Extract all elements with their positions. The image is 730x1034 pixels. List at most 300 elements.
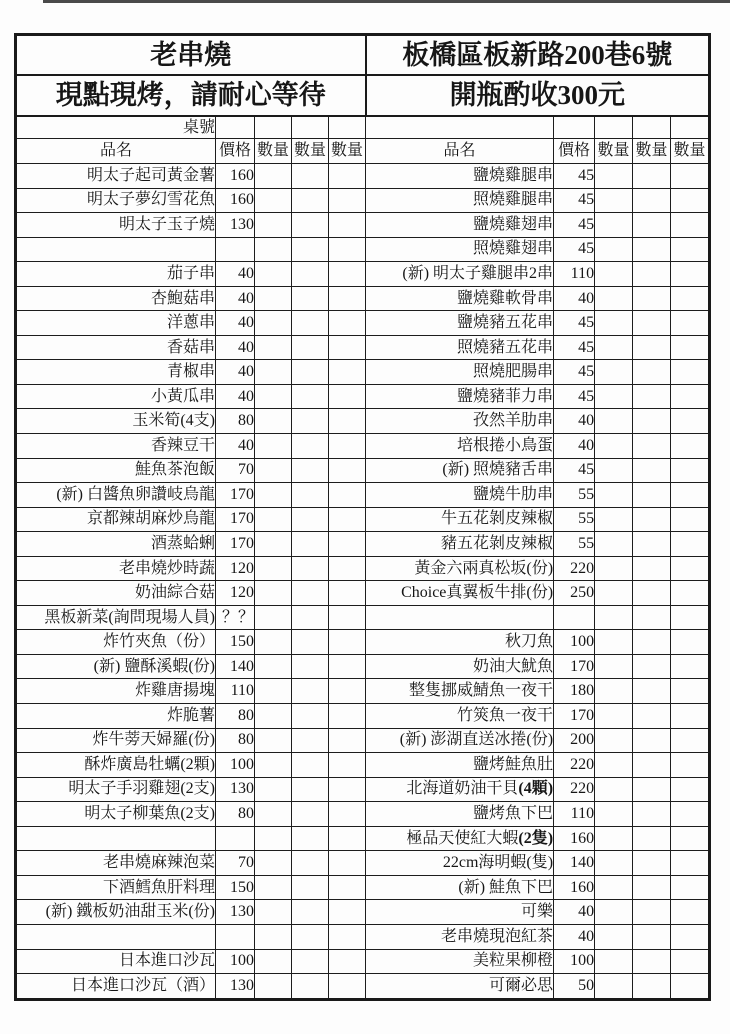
- right-qty-write-in-cell: [671, 826, 710, 851]
- left-qty-write-in-cell: [255, 605, 292, 630]
- item-name: 整隻挪威鯖魚一夜干: [409, 682, 554, 700]
- right-qty-write-in-cell: [633, 777, 671, 802]
- item-name: 鹽燒雞軟骨串: [457, 289, 554, 307]
- right-qty-write-in-cell: [633, 188, 671, 213]
- right-qty-write-in-cell: [633, 434, 671, 459]
- left-qty-write-in-cell: [255, 826, 292, 851]
- right-item-name-cell: [366, 458, 554, 483]
- right-item-name-cell: [366, 213, 554, 238]
- item-name: 炸牛蒡天婦羅(份): [92, 731, 215, 749]
- subtitle-row: [16, 75, 710, 116]
- right-item-name-cell: [366, 777, 554, 802]
- right-price-cell: 45: [554, 311, 595, 336]
- left-qty-write-in-cell: [255, 532, 292, 557]
- item-name: (新) 白醬魚卵讚岐烏龍: [56, 485, 215, 503]
- left-qty-write-in-cell: [329, 851, 366, 876]
- item-name: 老串燒麻辣泡菜: [102, 854, 215, 872]
- left-qty-write-in-cell: [329, 630, 366, 655]
- left-qty-write-in-cell: [292, 360, 329, 385]
- left-qty-write-in-cell: [292, 581, 329, 606]
- menu-row: [16, 434, 710, 459]
- right-price-cell: 200: [554, 728, 595, 753]
- menu-row: [16, 164, 710, 189]
- item-name: 照燒肥腸串: [473, 363, 554, 381]
- left-price-cell: 40: [216, 335, 255, 360]
- right-qty-write-in-cell: [633, 654, 671, 679]
- right-item-name-cell: [366, 704, 554, 729]
- left-qty-write-in-cell: [292, 728, 329, 753]
- right-price-cell: [554, 605, 595, 630]
- item-name: 北海道奶油干貝: [406, 780, 519, 798]
- right-qty-write-in-cell: [595, 605, 633, 630]
- item-name: 小黃瓜串: [150, 387, 215, 405]
- item-name: (新) 澎湖直送冰捲(份): [399, 731, 554, 749]
- left-item-name-cell: [16, 286, 216, 311]
- right-qty-write-in-cell: [595, 384, 633, 409]
- menu-row: [16, 679, 710, 704]
- right-item-name-cell: [366, 949, 554, 974]
- right-price-cell: 220: [554, 753, 595, 778]
- left-qty-write-in-cell: [255, 286, 292, 311]
- left-qty-write-in-cell: [292, 826, 329, 851]
- left-qty-write-in-cell: [292, 483, 329, 508]
- left-qty-write-in-cell: [329, 335, 366, 360]
- left-qty-write-in-cell: [329, 164, 366, 189]
- item-name: 青椒串: [166, 363, 215, 381]
- left-qty-write-in-cell: [329, 826, 366, 851]
- right-price-cell: 250: [554, 581, 595, 606]
- left-qty-write-in-cell: [292, 532, 329, 557]
- left-qty-write-in-cell: [292, 924, 329, 949]
- menu-row: [16, 753, 710, 778]
- right-item-name-cell: [366, 507, 554, 532]
- right-price-cell: 55: [554, 483, 595, 508]
- right-price-cell: 45: [554, 335, 595, 360]
- right-qty-write-in-cell: [671, 237, 710, 262]
- left-qty-write-in-cell: [255, 581, 292, 606]
- item-name: 豬五花剝皮辣椒: [441, 534, 554, 552]
- left-qty-write-in-cell: [329, 409, 366, 434]
- item-name: 炸脆薯: [166, 706, 215, 724]
- right-item-name-cell: [366, 826, 554, 851]
- left-qty-write-in-cell: [255, 507, 292, 532]
- item-name: 明太子夢幻雪花魚: [86, 191, 215, 209]
- item-name: 鹽燒雞腿串: [473, 166, 554, 184]
- right-item-name-cell: [366, 900, 554, 925]
- right-price-cell: 220: [554, 777, 595, 802]
- item-name: 明太子玉子燒: [118, 215, 215, 233]
- right-qty-write-in-cell: [671, 581, 710, 606]
- left-qty-write-in-cell: [292, 875, 329, 900]
- item-name: 鹽燒牛肋串: [473, 485, 554, 503]
- left-price-cell: [216, 924, 255, 949]
- left-qty-write-in-cell: [329, 728, 366, 753]
- left-qty-write-in-cell: [255, 974, 292, 1000]
- right-qty-write-in-cell: [671, 532, 710, 557]
- right-price-cell: 40: [554, 924, 595, 949]
- right-qty-write-in-cell: [633, 728, 671, 753]
- item-name-bold-part: (2隻): [518, 829, 554, 847]
- left-qty-write-in-cell: [255, 384, 292, 409]
- left-qty-write-in-cell: [329, 434, 366, 459]
- item-name: 22cm海明蝦(隻): [442, 854, 554, 872]
- right-qty-write-in-cell: [633, 556, 671, 581]
- right-item-name-cell: [366, 875, 554, 900]
- menu-rows-body: [16, 164, 710, 1000]
- right-qty-write-in-cell: [671, 875, 710, 900]
- scan-artifact-line: [43, 0, 730, 3]
- right-qty-write-in-cell: [633, 532, 671, 557]
- right-qty-write-in-cell: [595, 900, 633, 925]
- item-name: 可爾必思: [489, 976, 554, 994]
- right-qty-write-in-cell: [671, 974, 710, 1000]
- right-qty-write-in-cell: [633, 704, 671, 729]
- left-qty-write-in-cell: [329, 753, 366, 778]
- right-item-name-cell: [366, 483, 554, 508]
- right-price-cell: 110: [554, 262, 595, 287]
- left-price-cell: 170: [216, 532, 255, 557]
- left-qty-write-in-cell: [329, 237, 366, 262]
- column-header-qty: 數量: [292, 139, 329, 164]
- item-name: 鹽烤鮭魚肚: [473, 755, 554, 773]
- left-item-name-cell: [16, 556, 216, 581]
- menu-row: [16, 924, 710, 949]
- right-qty-write-in-cell: [671, 630, 710, 655]
- left-item-name-cell: [16, 679, 216, 704]
- left-qty-write-in-cell: [255, 556, 292, 581]
- right-qty-write-in-cell: [633, 851, 671, 876]
- right-qty-write-in-cell: [633, 753, 671, 778]
- right-qty-write-in-cell: [633, 630, 671, 655]
- item-name: 照燒雞翅串: [473, 240, 554, 258]
- item-name: 酒蒸蛤蜊: [150, 534, 215, 552]
- blank-cell: [366, 116, 554, 139]
- left-qty-write-in-cell: [329, 704, 366, 729]
- right-qty-write-in-cell: [633, 335, 671, 360]
- left-qty-write-in-cell: [255, 237, 292, 262]
- item-name: 鹽燒雞翅串: [473, 215, 554, 233]
- left-item-name-cell: [16, 311, 216, 336]
- right-price-cell: 55: [554, 507, 595, 532]
- item-name: 美粒果柳橙: [473, 952, 554, 970]
- left-price-cell: 70: [216, 851, 255, 876]
- right-qty-write-in-cell: [595, 483, 633, 508]
- right-item-name-cell: [366, 654, 554, 679]
- menu-row: [16, 507, 710, 532]
- left-qty-write-in-cell: [292, 679, 329, 704]
- left-qty-write-in-cell: [255, 753, 292, 778]
- right-qty-write-in-cell: [595, 164, 633, 189]
- left-price-cell: 40: [216, 384, 255, 409]
- menu-row: [16, 630, 710, 655]
- menu-row: [16, 188, 710, 213]
- left-item-name-cell: [16, 728, 216, 753]
- left-qty-write-in-cell: [255, 630, 292, 655]
- menu-row: [16, 262, 710, 287]
- right-qty-write-in-cell: [633, 924, 671, 949]
- right-qty-write-in-cell: [595, 679, 633, 704]
- right-price-cell: 160: [554, 875, 595, 900]
- right-qty-write-in-cell: [595, 458, 633, 483]
- item-name: 下酒鱈魚肝料理: [102, 878, 215, 896]
- item-name: 黑板新菜(詢問現場人員): [44, 608, 215, 626]
- table-number-label: 桌號: [16, 116, 216, 139]
- left-price-cell: 160: [216, 164, 255, 189]
- left-qty-write-in-cell: [292, 704, 329, 729]
- right-qty-write-in-cell: [595, 728, 633, 753]
- right-qty-write-in-cell: [595, 188, 633, 213]
- menu-row: [16, 237, 710, 262]
- left-qty-write-in-cell: [292, 335, 329, 360]
- right-qty-write-in-cell: [671, 728, 710, 753]
- item-name: 鹽燒豬菲力串: [457, 387, 554, 405]
- item-name: 日本進口沙瓦（酒）: [70, 976, 215, 994]
- right-qty-write-in-cell: [595, 974, 633, 1000]
- left-price-cell: 120: [216, 556, 255, 581]
- restaurant-address: 板橋區板新路200巷6號: [366, 35, 710, 76]
- left-item-name-cell: [16, 360, 216, 385]
- item-name: Choice真翼板牛排(份): [401, 584, 554, 602]
- column-header-price: 價格: [216, 139, 255, 164]
- left-qty-write-in-cell: [292, 507, 329, 532]
- left-item-name-cell: [16, 262, 216, 287]
- right-item-name-cell: [366, 311, 554, 336]
- right-qty-write-in-cell: [671, 483, 710, 508]
- right-qty-write-in-cell: [595, 826, 633, 851]
- right-item-name-cell: [366, 630, 554, 655]
- left-item-name-cell: [16, 409, 216, 434]
- right-qty-write-in-cell: [595, 262, 633, 287]
- column-header-price: 價格: [554, 139, 595, 164]
- menu-row: [16, 851, 710, 876]
- left-qty-write-in-cell: [329, 483, 366, 508]
- item-name: 明太子起司黃金薯: [86, 166, 215, 184]
- left-qty-write-in-cell: [329, 262, 366, 287]
- right-qty-write-in-cell: [671, 434, 710, 459]
- item-name: (新) 明太子雞腿串2串: [402, 264, 554, 282]
- right-qty-write-in-cell: [595, 311, 633, 336]
- left-qty-write-in-cell: [329, 213, 366, 238]
- right-qty-write-in-cell: [595, 507, 633, 532]
- right-qty-write-in-cell: [671, 777, 710, 802]
- menu-row: [16, 875, 710, 900]
- item-name: 杏鮑菇串: [150, 289, 215, 307]
- right-qty-write-in-cell: [671, 311, 710, 336]
- menu-row: [16, 777, 710, 802]
- left-qty-write-in-cell: [292, 237, 329, 262]
- menu-row: [16, 458, 710, 483]
- title-row: [16, 35, 710, 76]
- left-qty-write-in-cell: [255, 704, 292, 729]
- menu-row: [16, 286, 710, 311]
- right-qty-write-in-cell: [633, 286, 671, 311]
- right-qty-write-in-cell: [671, 360, 710, 385]
- left-price-cell: 130: [216, 900, 255, 925]
- item-name: 牛五花剝皮辣椒: [441, 510, 554, 528]
- right-qty-write-in-cell: [595, 924, 633, 949]
- right-item-name-cell: [366, 262, 554, 287]
- right-qty-write-in-cell: [671, 704, 710, 729]
- left-price-cell: 150: [216, 630, 255, 655]
- item-name: 鹽烤魚下巴: [473, 804, 554, 822]
- item-name: 酥炸廣島牡蠣(2顆): [84, 755, 215, 773]
- left-price-cell: ？？: [216, 605, 255, 630]
- right-qty-write-in-cell: [633, 581, 671, 606]
- right-price-cell: 55: [554, 532, 595, 557]
- right-item-name-cell: [366, 409, 554, 434]
- left-qty-write-in-cell: [255, 262, 292, 287]
- left-qty-write-in-cell: [329, 802, 366, 827]
- left-price-cell: 150: [216, 875, 255, 900]
- left-qty-write-in-cell: [329, 974, 366, 1000]
- column-header-qty: 數量: [671, 139, 710, 164]
- right-qty-write-in-cell: [633, 900, 671, 925]
- right-qty-write-in-cell: [671, 900, 710, 925]
- left-item-name-cell: [16, 654, 216, 679]
- left-qty-write-in-cell: [292, 556, 329, 581]
- item-name: 奶油大魷魚: [473, 657, 554, 675]
- item-name: 竹筴魚一夜干: [457, 706, 554, 724]
- item-name: 香辣豆干: [150, 436, 215, 454]
- left-qty-write-in-cell: [329, 949, 366, 974]
- left-price-cell: 130: [216, 213, 255, 238]
- left-price-cell: 80: [216, 802, 255, 827]
- right-qty-write-in-cell: [671, 164, 710, 189]
- left-qty-write-in-cell: [329, 777, 366, 802]
- left-price-cell: 40: [216, 286, 255, 311]
- left-item-name-cell: [16, 581, 216, 606]
- right-qty-write-in-cell: [595, 213, 633, 238]
- left-item-name-cell: [16, 949, 216, 974]
- left-item-name-cell: [16, 164, 216, 189]
- right-price-cell: 160: [554, 826, 595, 851]
- left-item-name-cell: [16, 826, 216, 851]
- right-qty-write-in-cell: [633, 875, 671, 900]
- left-item-name-cell: [16, 605, 216, 630]
- right-qty-write-in-cell: [595, 704, 633, 729]
- item-name: (新) 照燒豬舌串: [442, 461, 554, 479]
- right-price-cell: 180: [554, 679, 595, 704]
- right-item-name-cell: [366, 532, 554, 557]
- right-qty-write-in-cell: [671, 188, 710, 213]
- item-name: 炸雞唐揚塊: [134, 682, 215, 700]
- prep-notice: 現點現烤，請耐心等待: [16, 75, 366, 116]
- right-qty-write-in-cell: [595, 581, 633, 606]
- table-number-write-in-cell: [595, 116, 633, 139]
- right-qty-write-in-cell: [595, 777, 633, 802]
- right-qty-write-in-cell: [595, 875, 633, 900]
- right-item-name-cell: [366, 802, 554, 827]
- menu-row: [16, 704, 710, 729]
- left-qty-write-in-cell: [292, 753, 329, 778]
- right-qty-write-in-cell: [671, 335, 710, 360]
- left-qty-write-in-cell: [292, 164, 329, 189]
- right-qty-write-in-cell: [633, 409, 671, 434]
- left-qty-write-in-cell: [255, 851, 292, 876]
- left-price-cell: 170: [216, 507, 255, 532]
- right-price-cell: 40: [554, 286, 595, 311]
- menu-row: [16, 581, 710, 606]
- right-item-name-cell: [366, 851, 554, 876]
- left-price-cell: 170: [216, 483, 255, 508]
- left-price-cell: 100: [216, 949, 255, 974]
- left-qty-write-in-cell: [292, 900, 329, 925]
- left-item-name-cell: [16, 188, 216, 213]
- column-header-item-name: 品名: [366, 139, 554, 164]
- left-qty-write-in-cell: [329, 654, 366, 679]
- menu-row: [16, 384, 710, 409]
- item-name: 老串燒現泡紅茶: [441, 927, 554, 945]
- left-item-name-cell: [16, 704, 216, 729]
- left-price-cell: 40: [216, 262, 255, 287]
- table-number-write-in-cell: [329, 116, 366, 139]
- right-qty-write-in-cell: [633, 507, 671, 532]
- left-price-cell: 40: [216, 311, 255, 336]
- right-qty-write-in-cell: [595, 434, 633, 459]
- right-price-cell: 170: [554, 704, 595, 729]
- menu-order-table: [14, 33, 711, 1001]
- right-qty-write-in-cell: [671, 802, 710, 827]
- menu-row: [16, 654, 710, 679]
- right-qty-write-in-cell: [671, 924, 710, 949]
- left-price-cell: 130: [216, 777, 255, 802]
- right-qty-write-in-cell: [671, 753, 710, 778]
- left-item-name-cell: [16, 335, 216, 360]
- left-qty-write-in-cell: [329, 605, 366, 630]
- item-name: (新) 鹽酥溪蝦(份): [93, 657, 215, 675]
- item-name: 培根捲小鳥蛋: [457, 436, 554, 454]
- right-qty-write-in-cell: [633, 483, 671, 508]
- right-qty-write-in-cell: [633, 974, 671, 1000]
- item-name: 秋刀魚: [505, 633, 554, 651]
- right-qty-write-in-cell: [671, 262, 710, 287]
- right-item-name-cell: [366, 164, 554, 189]
- right-price-cell: 100: [554, 630, 595, 655]
- column-header-qty: 數量: [633, 139, 671, 164]
- right-qty-write-in-cell: [671, 949, 710, 974]
- left-qty-write-in-cell: [329, 311, 366, 336]
- column-header-row: [16, 139, 710, 164]
- left-qty-write-in-cell: [255, 900, 292, 925]
- right-item-name-cell: [366, 753, 554, 778]
- menu-row: [16, 532, 710, 557]
- left-qty-write-in-cell: [329, 532, 366, 557]
- right-price-cell: 100: [554, 949, 595, 974]
- right-item-name-cell: [366, 434, 554, 459]
- left-qty-write-in-cell: [292, 605, 329, 630]
- right-qty-write-in-cell: [671, 679, 710, 704]
- left-qty-write-in-cell: [292, 974, 329, 1000]
- left-item-name-cell: [16, 900, 216, 925]
- item-name: 鹽燒豬五花串: [457, 314, 554, 332]
- right-qty-write-in-cell: [671, 213, 710, 238]
- left-qty-write-in-cell: [255, 654, 292, 679]
- left-item-name-cell: [16, 851, 216, 876]
- right-item-name-cell: [366, 188, 554, 213]
- right-qty-write-in-cell: [671, 654, 710, 679]
- left-item-name-cell: [16, 875, 216, 900]
- left-price-cell: [216, 237, 255, 262]
- right-qty-write-in-cell: [633, 311, 671, 336]
- right-item-name-cell: [366, 581, 554, 606]
- left-price-cell: 160: [216, 188, 255, 213]
- right-item-name-cell: [366, 679, 554, 704]
- left-qty-write-in-cell: [329, 286, 366, 311]
- right-qty-write-in-cell: [633, 164, 671, 189]
- left-price-cell: 80: [216, 704, 255, 729]
- left-item-name-cell: [16, 237, 216, 262]
- left-qty-write-in-cell: [255, 458, 292, 483]
